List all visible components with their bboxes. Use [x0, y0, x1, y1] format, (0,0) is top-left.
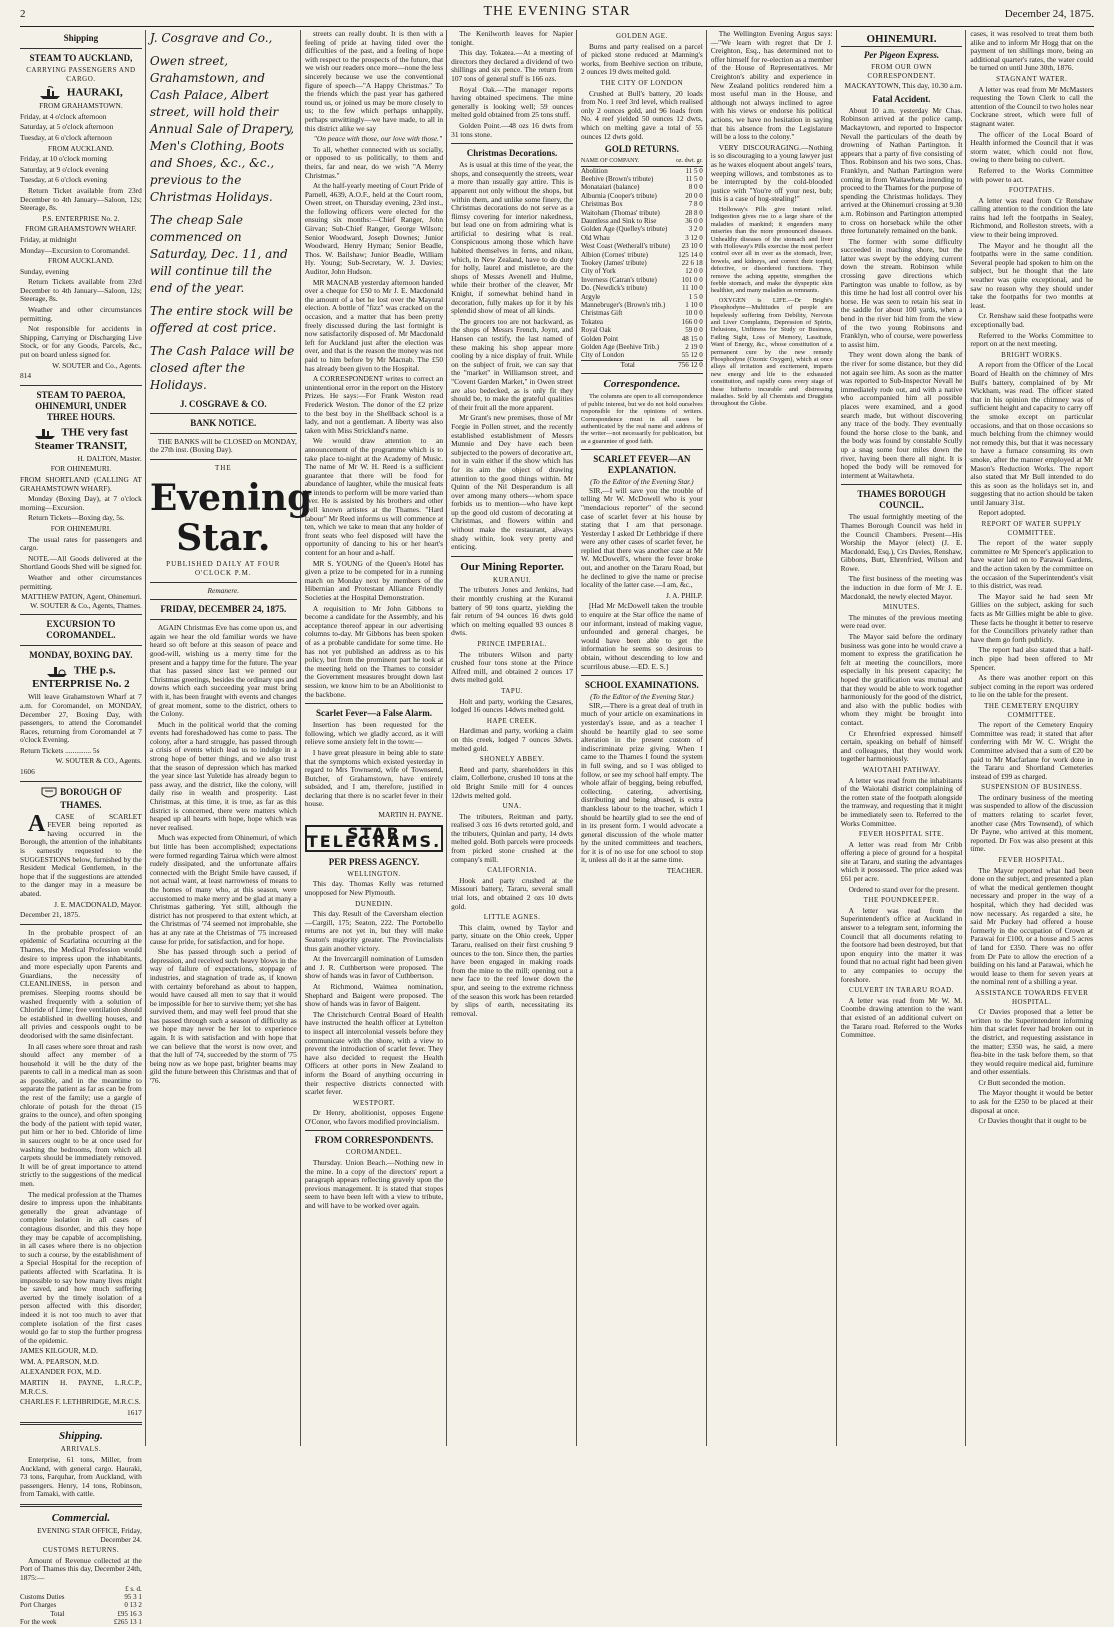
- ad-number: 1617: [127, 1407, 142, 1417]
- dateline: MACKAYTOWN, This day, 10.30 a.m.: [844, 81, 963, 91]
- doctor-name: WM. A. PEARSON, M.D.: [20, 1356, 99, 1366]
- council-paragraph: The Mayor and he thought all the footpaths were in the same condition. Several people had spoken to him on the subject, but he thought that the late weather was quite exceptional, and he saw no reason why they should under take the footpaths for two months at least.: [970, 240, 1094, 310]
- mine-report: Crushed at Bull's battery, 20 loads from No. 1 reef 3rd level, which realised only 2 ounces gold, and 96 loads from No. 4 reef yielded 50 ounces 12 dwts, which on melting gave a total of 55 ounces 12 dwts gold.: [580, 88, 703, 141]
- table-row: City of York 12 0 0: [580, 267, 703, 276]
- council-paragraph: A letter was read from the Superintendent's office at Auckland in answer to a telegram sent, informing the Council that all documents relating to the footsore had been destroyed, but that upon enquiry into the matter it was found that no actual right had been given to any companies to occupy the foreshore.: [840, 905, 963, 984]
- shipping-news-heading: Shipping.: [59, 1430, 103, 1443]
- mine-report: This claim, owned by Taylor and party, situate on the Ohio creek, Upper Tararu, realised on their first crushing 9 ounces to the ton. Since then, the parties have been engaged in making roads from the mine to the mill; opening out a new face to the reef lower down the spur, and seeing to the extreme richness of the season this work has been retarded by slips of earth, necessitating its removal.: [451, 922, 573, 1018]
- council-subhead: THE CEMETERY ENQUIRY COMMITTEE.: [984, 701, 1080, 719]
- council-paragraph: Cr Davies proposed that a letter be written to the Superintendent informing him that scarlet fever had broken out in the district, and requesting assistance in the matter; £350 was, he said, a mere flea-bite in the task before them, so that they would require medical aid, furniture and other essentials.: [970, 1007, 1094, 1077]
- pigeon-express-heading: Per Pigeon Express.: [863, 50, 940, 60]
- table-row: Golden Point 48 15 0: [580, 334, 703, 343]
- leader-paragraph: She has passed through such a period of depression, and received such heavy blows in the way of failure of expectations, stoppage of industries, and stagnation of trade as, if known with certainty beforehand as about to happen, would have caused all men to say that it would be impossible for her to survive them; yet she has survived them, and may well feel proud that she has passed through such a season of difficulty as we hope may never be her lot to experience again. It is with satisfaction and with hope that we can believe that the worst is now over, and that the lull of '74, succeeded by the storm of '75 being now as we hope past, brighter beams may gild the future between this Christmas and that of '76.: [149, 947, 297, 1086]
- advert-paragraph: Holloway's Pills give instant relief. Indigestion gives rise to a large share of the maladies of mankind; it engenders many miseries than the more pronounced diseases. Unhealthy diseases of the stomach and liver with Holloway's Pills exercise the most perfect control over all in over as the stomach, liver, bowels, and kidneys, and correct their torpid, defective, or disordered functions. They remove the aching appetite, strengthen the feeble stomach, and make the dyspeptic skin healthier, and many maladies as remnants.: [710, 205, 833, 295]
- council-paragraph: Ordered to stand over for the present.: [848, 884, 960, 894]
- alarm-paragraph: I have great pleasure in being able to state that the symptoms which existed yesterday in regard to Mrs Townsend, wife of Townsend, Butcher, of Grahamstown, have entirely subsided, and I am, therefore, justified in declaring that there is no scarlet fever in their house.: [304, 747, 444, 809]
- council-paragraph: Report adopted.: [978, 508, 1026, 518]
- council-paragraph: Cr Butt seconded the motion.: [978, 1077, 1066, 1087]
- mine-report: Burns and party realised on a parcel of picked stone reduced at Manning's works, from Beehive section on tribute, 2 ounces 19 dwts melted gold.: [580, 41, 703, 77]
- letter-title: SCHOOL EXAMINATIONS.: [584, 680, 699, 691]
- gold-returns-title: GOLD RETURNS.: [604, 144, 679, 155]
- letter-title: SCARLET FEVER—AN EXPLANATION.: [593, 454, 691, 476]
- mine-report: Reed and party, shareholders in this claim, Collerbone, crushed 10 tons at the old Bright Smile mill for 4 ounces 12dwts melted gold.: [451, 764, 573, 800]
- council-subhead: STAGNANT WATER.: [996, 74, 1068, 83]
- telegram-text: At Richmond, Waimea nomination, Shephard and Baigent were proposed. The show of hands was in favor of Baigent.: [304, 981, 444, 1009]
- table-total-row: Total 756 12 0: [581, 360, 703, 369]
- table-row: Old Whau 3 12 0: [580, 233, 703, 242]
- table-row: Royal Oak 59 0 0: [580, 326, 703, 335]
- decorations-paragraph: The grocers too are not backward, as the shops of Messrs French, Joynt, and Hansen can testify, the last named of these making his shop appear more cooling by a nice display of fruit. While on the subject of fruit, we can say that the "market" in Williamson street, and "Covent Garden Market," in Owen street are also bedecked, as is only fit they should be, to make the grateful qualities of their fruit all the more apparent.: [451, 316, 573, 412]
- council-paragraph: The report of the Cemetery Enquiry Committee was read; it stated that after conferring with Mr W. C. Wright the Committee advised that a sum of £20 be paid to Mr Macfarlane for work done in the Tararu and Shortland Cemeteries instead of £99 as charged.: [970, 720, 1094, 781]
- doctor-name: ALEXANDER FOX, M.D.: [20, 1367, 102, 1377]
- telegram-text: At the Invercargill nomination of Lumsden and J. R. Cuthbertson were proposed. The show of hands was in favor of Cuthbertson.: [304, 954, 444, 981]
- hauraki-agent: W. SOUTER and Co., Agents.: [52, 360, 142, 370]
- decorations-paragraph: As is usual at this time of the year, the shops, and consequently the streets, wear a more than usually gay attire. This is apparent not only without the shops, but within them, and unlike some finery, the Christmas decorations do not serve as a flimsy covering for interior nakedness, but lead one on from admiring what is artificial to desiring what is real. Conspicuous among those which have habited themselves in ferns, and nikau, which, in New Zealand, have to do duty for holly, laurel and mistletoe, are the shops of Messrs Avenell and Hulme, while their brother of the cleaver, Mr Knight, if somewhat behind hand in decoration, fully makes up for it by his splendid show of meat of all kinds.: [451, 160, 573, 316]
- mine-report: Hardiman and party, working a claim on this creek, lodged 7 ounces 3dwts. melted gold.: [451, 726, 573, 753]
- column-1: [20, 30, 146, 1627]
- steam-auckland-title: STEAM TO AUCKLAND,: [29, 53, 133, 63]
- council-paragraph: Cr Ehrenfried expressed himself certain, speaking on behalf of himself and colleagues, that they would work together harmoniously.: [840, 728, 963, 764]
- table-row: Tokatea 166 0 0: [580, 317, 703, 326]
- correspondents-heading: FROM CORRESPONDENTS.: [314, 1135, 434, 1146]
- page-number: 2: [20, 8, 26, 20]
- ohinemuri-heading: OHINEMURI.: [841, 33, 963, 47]
- council-paragraph: The Mayor said he had seen Mr Gillies on the subject, asking for such facts as Mr Gillies might be able to give. These facts he thought it better to reserve for the Councillors privately rather than have them go forth publicly.: [970, 591, 1094, 644]
- ship-hauraki: HAURAKI,: [20, 86, 142, 100]
- table-row: Golden Age (Beehive Trib.) 2 19 0: [580, 343, 703, 352]
- editor-note: [Had Mr McDowell taken the trouble to enquire at the Star office the name of our informant, instead of making vague, unfounded and general charges, he would have been able to get the information he seems so desirous to obtain, without descending to low and scurrilous abuse.—ED. E. S.]: [580, 601, 703, 671]
- column-5: [581, 30, 707, 1446]
- council-subhead: SUSPENSION OF BUSINESS.: [981, 783, 1083, 792]
- borough-council-heading: THAMES BOROUGH COUNCIL.: [857, 489, 946, 511]
- coromandel-text: The Kenilworth leaves for Napier tonight.: [451, 29, 573, 47]
- table-row: Port Charges 0 13 2: [20, 1601, 142, 1610]
- excursion-agent: W. SOUTER & CO., Agents.: [55, 756, 142, 766]
- bank-notice-body: THE BANKS will be CLOSED on MONDAY, the 27th inst. (Boxing Day).: [149, 436, 297, 455]
- table-row: Argyle 1 5 0: [580, 292, 703, 301]
- mine-name: UNA.: [502, 802, 522, 811]
- alarm-paragraph: Insertion has been requested for the following, which we gladly accord, as it will relieve some anxiety felt in the town:—: [304, 720, 444, 747]
- table-row: Inverness (Catran's tribute) 101 0 0: [580, 275, 703, 284]
- customs-table: [20, 1585, 142, 1627]
- news-paragraph: At the half-yearly meeting of Court Pride of Parnell, 4639, A.O.F., held at the Court room, Owen street, on Thursday evening, 23rd inst., the following officers were elected for the ensuing six months:—Chief Ranger, John Girvan; Sub-Chief Ranger, George Wilson; Senior Woodward, Joseph Downes; Junior Woodward, Henry Hyman; Senior Beadle, Thos. W. Bailshaw; Junior Beadle, William Hy. Young; Sub-Secretary, W. J. Davies; Auditor, John Hudson.: [304, 181, 444, 277]
- letter-text: SIR,—There is a great deal of truth in much of your article on examinations in yesterday's issue, and as a teacher I should be heartily glad to see some alteration in the present custom of indiscriminate prize giving. When I came to the Thames I found the system in full swing, and so I was obliged to follow, or see my school half empty. The whole affair of begging, being rebuffed, collecting, catering, advertising, distributing and being abused, is extra thankless labour to the teacher, which I should be heartily glad to see the end of in its present form. I would advocate a general discussion of the whole matter by the united committees and teachers, for it is of no use for one school to stop it, unless all do it at the same time.: [580, 700, 703, 865]
- steamship-icon: [46, 664, 68, 678]
- column-3: [305, 30, 447, 1446]
- decorations-paragraph: Mr Grant's new premises, those of Mr Forgie in Pollen street, and the recently established establishment of Messrs Munnie and Dey have each been subjected to the powers of decorative art, not in vain either if the show which has for its aim the object of drawing attention to the good things within. Mr Quinn of the Nil Desperandum is all over among many others—whom space forbids us to mention—who have kept up the good old custom of decorating at Christmas, and flowers within and without make the restaurant, always shady within, look very pretty and enticing.: [451, 413, 573, 552]
- news-paragraph: VERY DISCOURAGING.—Nothing is so discouraging to a young lawyer just as he waxes eloquent about angels' tears, weeping willows, and tombstones as to be interrupted by the cold-blooded justice with "You're off your nest, bub; this is a case of hog-stealing!": [710, 142, 833, 204]
- accident-paragraph: About 10 a.m. yesterday Mr Chas. Robinson arrived at the police camp, Mackaytown, and reported to Inspector Nevall the particulars of the death by drowning of Nathan Partington. It appears that a party of five consisting of Thos. Robinson and his two sons, Chas. Franklyn, and Nathan Partington were coming in from Waitawheta intending to proceed to the Thames for the purpose of spending the Christmas holidays. They arrived at the Ohinemuri crossing at 9.30 a.m. Robinson and Partington attempted to cross on horseback while the other three fortunately remained on the bank.: [840, 105, 963, 236]
- westport-heading: WESTPORT.: [352, 1098, 396, 1107]
- column-6: [711, 30, 837, 1446]
- table-row: Dauntless and Sink to Rise 36 0 0: [580, 216, 703, 225]
- leader-paragraph: Much was expected from Ohinemuri, of which but little has been accomplished; expectations were formed regarding Tairua which were almost rudely dissipated, and the unfortunate affairs connected with the Bright Smile have caused, if not actual want, at least narrowness of means to the homes of many who, at this season, were accustomed to make merry and be glad at many a Christmas gathering. Yet still, although the district has not prospered to that extent which, at the Christmas of '74 seemed not improbable, she has at any rate at the Christmas of '75 increased cause for pride, for satisfaction, and for hope.: [149, 833, 297, 946]
- leader-paragraph: Much in the political world that the coming events had foreshadowed has come to pass. The colony, after a hard struggle, has passed through a crisis of events which lead us to indulge in a strong hope of better things, and we also trust that the season of depression which has marked the year since last Yuletide has already begun to pass away, and the district, like the colony, will daily rise in wealth and prosperity. Last Christmas, at this time, it is true, as far as this district is concerned, there were matters which heaped up all hearts with hope, hope which was never realised.: [149, 719, 297, 832]
- mine-name: CALIFORNIA.: [487, 866, 537, 875]
- doctor-name: CHARLES F. LETHBRIDGE, M.R.C.S.: [20, 1397, 141, 1407]
- council-subhead: BRIGHT WORKS.: [1001, 350, 1063, 359]
- commercial-heading: Commercial.: [51, 1512, 111, 1524]
- mine-name: THE CITY OF LONDON: [600, 78, 684, 87]
- council-paragraph: Referred to the Works Committee to report on at the next meeting.: [970, 330, 1094, 349]
- table-row: West Coast (Wetherall's tribute) 23 10 0: [580, 242, 703, 251]
- masthead-name: Evening Star.: [149, 477, 313, 560]
- borough-title: BOROUGH OF THAMES.: [20, 786, 142, 811]
- transit-schedule: FOR OHINEMURI. FROM SHORTLAND (CALLING AT GRAHAMSTOWN WHARF). Monday (Boxing Day), at 7 o'clock morning—Excursion. Return Tickets—Boxing day, 5s. FOR OHINEMURI. The usual rates for passengers and cargo. NOTE.—All Goods delivered at the Shortland Goods Shed will be signed for. Weather and other circumstances permitting.: [20, 464, 142, 591]
- news-paragraph: A requisition to Mr John Gibbons to become a candidate for the Assembly, and his acceptance thereof appear in our advertising columns to-day. Mr Gibbons has been spoken of as a probable candidate for some time. He has not yet published an address as to his policy, but from the prominent part he took at the meeting held on the Thames to consider the Government measures brought down last session, we know him to be an Abolitionist to the backbone.: [304, 603, 444, 699]
- mine-report: The tributers Jones and Jenkins, had their monthly crushing at the Kuranui battery of 90 tons quartz, yielding the fair return of 94 ounces 16 dwts gold which on melting equalled 93 ounces 8 dwts.: [451, 585, 573, 638]
- masthead-sub: PUBLISHED DAILY AT FOUR O'CLOCK P.M.: [166, 560, 281, 577]
- news-paragraph: MR S. YOUNG of the Queen's Hotel has given a prize to be competed for in a running match on Monday next by members of the Hibernian and Protestant Alliance Friendly Societies at the Hospital Demonstration.: [304, 558, 444, 602]
- telegram-text: Dr Henry, abolitionist, opposes Eugene O'Conor, who favors modified provincialism.: [304, 1108, 444, 1126]
- council-paragraph: As there was another report on this subject coming in the report was ordered to lie on the table for the present.: [970, 673, 1094, 700]
- council-subhead: CULVERT IN TARARU ROAD.: [849, 986, 954, 995]
- cosgrave-signature: J. COSGRAVE & CO.: [180, 399, 267, 409]
- telegram-text: This day. Thomas Kelly was returned unopposed for New Plymouth.: [304, 879, 444, 898]
- ad-number: 814: [20, 371, 32, 381]
- borough-crest-icon: [40, 786, 58, 800]
- accident-paragraph: They went down along the bank of the river for some distance, but they did not again see him. As soon as the matter was reported to Sub-Inspector Nevall he immediately rode out, and with a native who accompanied him all possible places were examined, and a good search made, but without discovering any trace of the body. They eventually found the horse close to the bank, and the body was found by constable Scully up a snag some four miles down the river, having been there all night. It is hoped the body will be removed for interment at Waitawheta.: [840, 350, 963, 480]
- council-paragraph: The Mayor thought it would be better to ask for the £250 to be placed at their disposal at once.: [970, 1088, 1094, 1115]
- council-paragraph: The usual fortnightly meeting of the Thames Borough Council was held in the Council Chambers. Present—His Worship the Mayor (elect) (J. E. Macdonald, Esq.), Crs Davies, Renshaw, Gibbons, Butt, Ehrenfried, Wilson and Rowe.: [840, 512, 963, 573]
- telegram-text: This day. Result of the Caversham election—Cargill, 175; Seaton, 222. The Portobello returns are not yet in, but they will make Seaton's majority greater. The Provincialists thus gain another victory.: [304, 909, 444, 953]
- mine-name: HAPE CREEK.: [486, 716, 538, 725]
- coromandel-text: Thursday. Union Beach.—Nothing new in the mine. In a copy of the directors' report a paragraph appears reflecting gravely upon the previous management. It is stated that stopes seem to have been left with a view to tribute, and will have to be worked over again.: [304, 1158, 444, 1211]
- coromandel-text: Royal Oak.—The manager reports having obtained specimens. The mine generally is looking well; 59 ounces melted gold obtained from 25 tons stuff.: [451, 84, 573, 120]
- steamship-icon: [39, 86, 61, 100]
- council-paragraph: The Mayor reported what had been done on the subject, and presented a plan of what the medical gentlemen thought necessary and proper in the way of a hospital, which they had decided was now necessary. As regarded a site, he said Mr Puckey had offered a house formerly in the occupation of Crown at Parawai for £100, or a house and 5 acres of land for £350. There was no offer from Dr Pate to allow the erection of a building on his land at Parawai, which he would lease to them for seven years at the nominal rent of a shilling a year.: [970, 865, 1094, 987]
- mine-report: The tributers Wilson and party crushed four tons stone at the Prince Alfred mill, and obtained 2 ounces 17 dwts melted gold.: [451, 649, 573, 685]
- column-4: [451, 30, 577, 1446]
- council-paragraph: A letter was read from the inhabitants of the Waiotahi district complaining of the rotten state of the footpath alongside the tramway, and requesting that it might be immediately seen to. Referred to the Works Committee.: [840, 775, 963, 828]
- table-row: Waitoham (Thomas' tribute) 28 8 0: [580, 208, 703, 217]
- news-paragraph: We would draw attention to an announcement of the programme which is to take place to-night at the Academy of Music. The name of Mr W. H. Reed is a sufficient guarantee that there will be food for abundance of laughter, while the musical feats he intends to perform will be more varied than ever. He is assisted by his brothers and other well known artistes at the Thames. "Hard labour" Mr Reed informs us will commence at ten, which we take to mean that any holder of front seats who feel disposed will have the opportunity of dancing to his or her heart's content for an hour and a-half.: [304, 436, 444, 558]
- borough-signature: J. E. MACDONALD, Mayor.: [54, 899, 142, 909]
- bank-notice-title: BANK NOTICE.: [190, 417, 257, 428]
- alarm-signature: MARTIN H. PAYNE.: [378, 810, 444, 820]
- steam-paeroa-title: STEAM TO PAEROA, OHINEMURI, UNDER THREE HOURS.: [35, 389, 127, 422]
- quotation: "On peace with those, our love with those.": [313, 134, 443, 144]
- mine-name: KURANUI.: [493, 575, 532, 584]
- commercial-office: EVENING STAR OFFICE, Friday, December 24.: [37, 1526, 142, 1544]
- issue-date: December 24, 1875.: [1004, 8, 1094, 20]
- newspaper-title: THE EVENING STAR: [483, 4, 631, 19]
- council-paragraph: Referred to the Works Committee with power to act.: [970, 165, 1094, 184]
- excursion-ticket: Return Tickets .............. 5s: [20, 745, 100, 755]
- ship-transit: THE very fast Steamer TRANSIT,: [34, 426, 128, 452]
- table-row: Beehive (Brown's tribute) 11 5 0: [580, 174, 703, 183]
- news-paragraph: The Wellington Evening Argus says:—"We learn with regret that Dr J. Creighton, Esq., has determined not to offer himself for re-election as a member of the House of Representatives. Mr Creighton's ability and experience in New Zealand politics rendered him a most useful man in the House, and although not always inclined to agree with his views or endorse his political actions, we have no hesitation in saying that his absence from the Legislature will be a loss to the colony.": [710, 29, 833, 142]
- council-paragraph: A letter was read from Mr W. M. Coombe drawing attention to the want that existed of an additional culvert on the Tararu road. Referred to the Works Committee.: [840, 995, 963, 1040]
- arrivals-text: Enterprise, 61 tons, Miller, from Auckland, with general cargo. Hauraki, 73 tons, Farquhar, from Auckland, with passengers. Henry, 14 tons, Robinson, from Tamaki, with cattle.: [20, 1455, 142, 1499]
- coromandel-heading: COROMANDEL.: [345, 1148, 403, 1157]
- council-subhead: FOOTPATHS.: [1008, 186, 1055, 195]
- doctor-name: MARTIN H. PAYNE, L.R.C.P., M.R.C.S.: [20, 1378, 142, 1396]
- council-paragraph: The minutes of the previous meeting were read over.: [840, 612, 963, 631]
- letter-text: SIR,—I will save you the trouble of telling Mr W. McDowell who is your "mendacious reporter" of the second case of scarlet fever at his house by stating that I am that personage. Yesterday I asked Dr Lethbridge if there were any other cases of scarlet fever, he replied that there was another case at Mr W. McDowell's, where the fever broke out, and another on the Tararu Road, but he declined to give the name or precise locality of the latter case.—I am, &c.,: [580, 485, 703, 590]
- excursion-title: EXCURSION TO COROMANDEL.: [46, 619, 116, 641]
- ship-enterprise: THE p.s. ENTERPRISE No. 2: [32, 664, 130, 691]
- table-row: Monataiari (balance) 8 0 0: [580, 183, 703, 192]
- mine-name: LITTLE AGNES.: [483, 913, 541, 922]
- table-row: Christmas Box 7 8 0: [580, 200, 703, 209]
- advert-paragraph: OXYGEN is LIFE.—Dr Bright's Phosphodyne—Multitudes of people are hopelessly suffering from Debility, Nervous and Liver Complaints, Depression of Spirits, Delusions, Unfitness for Study or Business, Failing Sight, Loss of Memory, Lassitude, Want of Energy, &c., whose constitution of a permanent cure by the new remedy Phosphodyne (Ozonic Oxygen), which at once allays all irritation and excitement, imparts new energy and life to the exhausted constitution, and rapidly cures every stage of these hitherto incurable and distressing maladies. Sold by all Chemists and Druggists throughout the Globe.: [710, 296, 833, 408]
- table-row: City of London 55 12 0: [580, 351, 703, 360]
- mine-name: PRINCE IMPERIAL.: [477, 640, 547, 648]
- medical-text: In the probable prospect of an epidemic of Scarlatina occurring at the Thames, the Medical Profession would desire to impress upon the inhabitants, and more especially upon Parents and Guardians, the necessity of CLEANLINESS, in person and premises. Sleeping rooms should be washed frequently with a solution of Chloride of Lime; free ventilation should be established in dwelling houses, and all privies and cesspools ought to be deodorised with the same disinfectant.: [20, 927, 142, 1040]
- table-row: Tookey (James' tribute) 22 6 18: [580, 259, 703, 267]
- mine-report: Hook and party crushed at the Missouri battery, Tararu, several small trial lots, and obtained 2 ozs 10 dwts gold.: [451, 875, 573, 911]
- press-agency-heading: PER PRESS AGENCY.: [328, 856, 420, 867]
- council-paragraph: The officer of the Local Board of Health informed the Council that it was storm water, which could not flow, owing to there being no culvert.: [970, 129, 1094, 165]
- council-subhead: THE POUNDKEEPER.: [863, 896, 940, 905]
- leader-paragraph: AGAIN Christmas Eve has come upon us, and again we hear the old familiar words we have heard so oft before at this season of peace and good-will, wishing us a merry time for the present and a happy time for the future. The year that has passed since last we penned our Christmas greetings, besides the ordinary ups and downs which each succeeding year must bring with it, has been fraught with events and changes of great moment, some to the district, others to the Colony.: [149, 623, 297, 719]
- council-subhead: REPORT OF WATER SUPPLY COMMITTEE.: [981, 520, 1082, 537]
- medical-text: In all cases where sore throat and rash should affect any member of a household it will be the duty of the parents to call in a medical man as soon as possible, and in the meantime to separate the patient as far as can be from the rest of the family; use a gargle of chlorate of potash for the throat (15 grains to the ounce), and often sponging the body of the patient with tepid water, put him or her to bed. Chloride of lime in saucers ought to be at once used for washing the bedrooms, from which all carpets should be immediately removed. It will be of great importance to attend strictly to the suggestions of the medical men.: [20, 1041, 142, 1188]
- council-paragraph: A report from the Officer of the Local Board of Health on the chimney of Mrs Bull's battery, complained of by Mr Wickham, was read. The officer stated that in his opinion the chimney was of sufficient height and capacity to carry off the smoke except on particular occasions, and that on those occasions so much belching from the chimney would not remedy this, but that it was necessary to have a furnace consuming its own smoke, after the manner employed at Mr Mason's Reduction Works. The report also stated that Mr Bull intended to do this as soon as the holidays set in, and suggesting that no action should be taken until January 31st.: [970, 360, 1094, 507]
- table-row: Golden Age (Quelley's tribute) 3 2 0: [580, 225, 703, 234]
- ad-number: 1606: [20, 767, 35, 777]
- council-subhead: FEVER HOSPITAL SITE.: [858, 830, 945, 839]
- letter-signature: TEACHER.: [666, 866, 703, 876]
- doctor-name: JAMES KILGOUR, M.D.: [20, 1346, 98, 1356]
- news-paragraph: A CORRESPONDENT writes to correct an unintentional error in the report on the History Prizes. He says:—For Frank Weston read Frederick Weston. The donor of the £2 prize to the best boy in the Shellback school is a lady, and not a gentleman. A liberty was also taken with Miss Strickland's name.: [304, 374, 444, 435]
- news-paragraph: MR MACNAB yesterday afternoon handed over a cheque for £50 to Mr J. E. Macdonald the amount of a bet he lost over the Mayoral election. A bottle of "fizz" was cracked on the occasion, and a matter that has been pretty freely discussed during the last fortnight is now satisfactorily disposed of. Mr Macdonald left for Auckland just after the election was over, and that is the reason the money was not paid to him before by Mr Macnab. The £50 has already been given to the Hospital.: [304, 277, 444, 373]
- telegram-text: The Christchurch Central Board of Health have instructed the health officer at Lyttelton to inspect all intercolonial vessels before they communicate with the shore, with a view to prevent the introduction of scarlet fever. They have also decided to request the Health Officers at other ports in New Zealand to inform the Board of anything occurring in their respective districts connected with scarlet fever.: [304, 1009, 444, 1097]
- coromandel-text: This day. Tokatea.—At a meeting of directors they declared a dividend of two shillings and six pence. The return from 107 tons of general stuff is 166 ozs.: [451, 48, 573, 83]
- mine-name: GOLDEN AGE.: [615, 32, 668, 40]
- table-row: Abolition 11 5 0: [580, 166, 703, 175]
- hauraki-schedule: FROM GRAHAMSTOWN. Friday, at 4 o'clock afternoon Saturday, at 5 o'clock afternoon Tuesday, at 6 o'clock afternoon FROM AUCKLAND. Friday, at 10 o'clock morning Saturday, at 9 o'clock evening Tuesday, at 6 o'clock evening Return Ticket available from 23rd December to 4th January—Saloon, 12s; Steerage, 8s. P.S. ENTERPRISE No. 2. FROM GRAHAMSTOWN WHARF. Friday, at midnight Monday—Excursion to Coromandel. FROM AUCKLAND. Sunday, evening Return Tickets available from 23rd December to 4th January—Saloon, 12s; Steerage, 8s. Weather and other circumstances permitting. Not responsible for accidents in Shipping, Carrying or Discharging Live Stock, or for any Goods, Parcels, &c., put on board unless signed for.: [20, 101, 142, 360]
- mine-report: The tributers, Reitman and party, realised 3 ozs 16 dwts retorted gold, and the tributers, Quinlan and party, 14 dwts melted gold. Both parcels were proceeds from picked stone crushed at the company's mill.: [451, 811, 573, 864]
- correspondent-line: FROM OUR OWN CORRESPONDENT.: [867, 63, 936, 80]
- mine-name: TAPU.: [501, 686, 524, 695]
- correspondence-heading: Correspondence.: [603, 378, 681, 391]
- customs-text: Amount of Revenue collected at the Port of Thames this day, December 24th, 1875:—: [20, 1555, 142, 1582]
- newspaper-masthead: [20, 4, 1094, 27]
- medical-text: The medical profession at the Thames desire to impress upon the inhabitants generally the great advantage of complete isolation in all cases of contagious disorder, and this they hope they may be capable of accomplishing, in all cases where there is no objection to such a course, by the establishment of a Special Hospital for the reception of patients affected with Scarlatina. It is impossible to say how many lives might be saved, and how much suffering averted by the timely isolation of a person affected with this disorder; indeed it is not too much to aver that complete isolation of the first cases would go far to stop the further progress of the epidemic.: [20, 1189, 142, 1345]
- letter-signature: J. A. PHILP.: [666, 590, 703, 600]
- transit-master: H. DALTON, Master.: [77, 453, 142, 463]
- column-2: [149, 30, 313, 1446]
- mine-report: Holt and party, working the Cæsares, lodged 16 ounces 14dwts melted gold.: [451, 696, 573, 715]
- false-alarm-heading: Scarlet Fever—a False Alarm.: [315, 708, 432, 719]
- council-paragraph: A letter was read from Mr Cribb offering a piece of ground for a hospital site at Tararu, and stating the advantages which it possessed. The price asked was £61 per acre.: [840, 839, 963, 884]
- fatal-accident-heading: Fatal Accident.: [872, 93, 931, 104]
- council-subhead: ASSISTANCE TOWARDS FEVER HOSPITAL.: [975, 988, 1089, 1006]
- borough-date: December 21, 1875.: [20, 910, 80, 920]
- council-paragraph: Cr Davies thought that it ought to be: [978, 1116, 1087, 1126]
- table-row: Christmas Gift 10 0 0: [580, 309, 703, 318]
- excursion-body: Will leave Grahamstown Wharf at 7 a.m. for Coromandel, on MONDAY, December 27, Boxing Day, with passengers, to attend the Coromandel Races, returning from Coromandel at 7 o'clock Evening.: [20, 692, 142, 745]
- customs-title: CUSTOMS RETURNS.: [42, 1546, 120, 1555]
- table-row: Total £95 16 3: [50, 1609, 142, 1618]
- column-7: [841, 30, 967, 1446]
- steamship-icon: [34, 426, 56, 440]
- council-paragraph: A letter was read from Mr McMasters requesting the Town Clerk to call the attention of the Council to two holes near Cockrane street, which were full of stagnant water.: [970, 84, 1094, 128]
- masthead-motto: Remanere.: [207, 585, 240, 595]
- leader-date: FRIDAY, DECEMBER 24, 1875.: [160, 604, 287, 615]
- masthead-the: THE: [215, 463, 232, 472]
- excursion-sub: MONDAY, BOXING DAY.: [29, 650, 133, 661]
- shipping-heading: Shipping: [63, 33, 99, 43]
- correspondence-note: The columns are open to all correspondence of public interest, but we do not hold ourselves responsible for the opinions of writers. Correspondence must in all cases be authenticated by the real name and address of the writer—not necessarily for publication, but as a guarantee of good faith.: [580, 393, 703, 445]
- table-header: NAME OF COMPANY. oz. dwt. gr.: [580, 158, 703, 165]
- accident-paragraph: The former with some difficulty succeeded in reaching shore, but the latter was swept by the eddying current down the stream. Robinson while crossing gave directions which Partington was unable to follow, as by this time he had lost all control over his horse. He was seen to retain his seat in the saddle for about 100 yards, when a bend in the river hid him from the view of the two young Robinsons and Franklyn, who of course, were powerless to assist him.: [840, 236, 963, 349]
- council-paragraph: The Mayor said before the ordinary business was gone into he would crave a moment to express the gratification he felt at meeting the councillors, more especially in his present capacity; he hoped the gratification was mutual and that they would be able to work together harmoniously for the good of the district, and also with the public bodies with whom they might be brought into contact.: [840, 632, 963, 727]
- gold-returns-table: [581, 157, 703, 369]
- council-paragraph: The report had also stated that a half-inch pipe had been offered to Mr Spencer.: [970, 645, 1094, 672]
- table-row: Mannebruger's (Brown's trib.) 1 10 0: [580, 301, 703, 310]
- letter-to: (To the Editor of the Evening Star.): [590, 477, 694, 487]
- cosgrave-advert: J. Cosgrave and Co., Owen street, Grahamstown, and Cash Palace, Albert street, will hold their Annual Sale of Drapery, Men's Clothing, Boots and Shoes, &c., &c., previous to the Christmas Holidays. The cheap Sale commenced on Saturday, Dec. 11, and will continue till the end of the year. The entire stock will be offered at cost price. The Cash Palace will be closed after the Holidays.: [149, 31, 295, 392]
- dunedin-heading: DUNEDIN.: [355, 899, 393, 908]
- mining-reporter-heading: Our Mining Reporter.: [460, 560, 564, 573]
- council-paragraph: The first business of the meeting was the induction in due form of Mr J. E. Macdonald, the newly elected Mayor.: [840, 574, 963, 601]
- column-8: [970, 30, 1096, 1446]
- council-paragraph: The ordinary business of the meeting was suspended to allow of the discussion of matters relating to scarlet fever, another case (Mrs Townsend), of which Dr Payne, who arrived at this moment, reported. Dr Fox was also present at this time.: [970, 792, 1094, 854]
- transit-agent: MATTHEW PATON, Agent, Ohinemuri. W. SOUTER & Co., Agents, Thames.: [21, 592, 142, 610]
- council-subhead: MINUTES.: [883, 603, 920, 612]
- borough-notice: A CASE of SCARLET FEVER being reported as having occurred in the Borough, the attention of the inhabitants is earnestly requested to the SUGGESTIONS below, furnished by the Resident Medical Gentlemen, in the hope that if the suggestions are attended to the danger may in a measure be abated.: [20, 810, 142, 898]
- council-subhead: WAIOTAHI PATHWAY.: [862, 765, 941, 774]
- table-row: Albion (Cornes' tribute) 125 14 0: [580, 250, 703, 259]
- council-subhead: FEVER HOSPITAL.: [998, 856, 1065, 865]
- table-row: £ s. d.: [125, 1584, 142, 1593]
- wellington-heading: WELLINGTON.: [347, 869, 401, 878]
- council-paragraph: Cr. Renshaw said these footpaths were exceptionally bad.: [970, 311, 1094, 329]
- letter-to: (To the Editor of the Evening Star.): [590, 692, 694, 702]
- steam-auckland-sub: CARRYING PASSENGERS AND CARGO.: [26, 66, 136, 83]
- mine-name: SHONELY ABBEY.: [479, 755, 545, 764]
- table-row: Customs Duties 95 3 1: [20, 1592, 142, 1601]
- coromandel-text: Golden Point.—48 ozs 16 dwts from 31 tons stone.: [451, 120, 573, 139]
- leader-paragraph: streets can really doubt. It is then with a feeling of pride at having tided over the difficulties of the past, and a feeling of hope with respect to the prospects of the future, that we wish our readers once more—none the less sincerely because we use the conventional figure of speech—"A Happy Christmas." To the friends which the past year has gathered round us, or joined us may be more closely to us; to the few which perhaps unhappily, perhaps unwittingly—we have made, to all in this district alike we say: [304, 29, 444, 133]
- page-columns: [20, 29, 1096, 1627]
- star-telegrams-heading: STAR TELEGRAMS.: [306, 823, 442, 852]
- christmas-decorations-heading: Christmas Decorations.: [466, 148, 558, 159]
- council-paragraph: The report of the water supply committee re Mr Spencer's application to have water laid on to Parawai Gardens, and the action taken by the committee on the occasion of the Superintendent's visit to this district, was read.: [970, 538, 1094, 591]
- arrivals-heading: ARRIVALS.: [60, 1445, 102, 1454]
- table-row: Alburnia (Cooper's tribute) 20 0 0: [580, 191, 703, 200]
- table-row: Do. (Newdick's tribute) 11 10 0: [580, 284, 703, 293]
- council-paragraph: cases, it was resolved to treat them both alike and to inform Mr Hogg that on the payment of ten shillings more, being an additional quarter's rates, the water could be turned on until June 30th, 1876.: [970, 29, 1094, 73]
- council-paragraph: A letter was read from Cr Renshaw calling attention to the condition the late rains had left the footpaths in Sealey, Richmond, and Rolleston streets, with a view to their being improved.: [970, 195, 1094, 240]
- table-row: For the week £265 13 1: [20, 1618, 142, 1627]
- leader-paragraph: To all, whether connected with us socially, or opposed to us politically, to them and theirs, far and near, do we wish "A Merry Christmas.": [304, 144, 444, 180]
